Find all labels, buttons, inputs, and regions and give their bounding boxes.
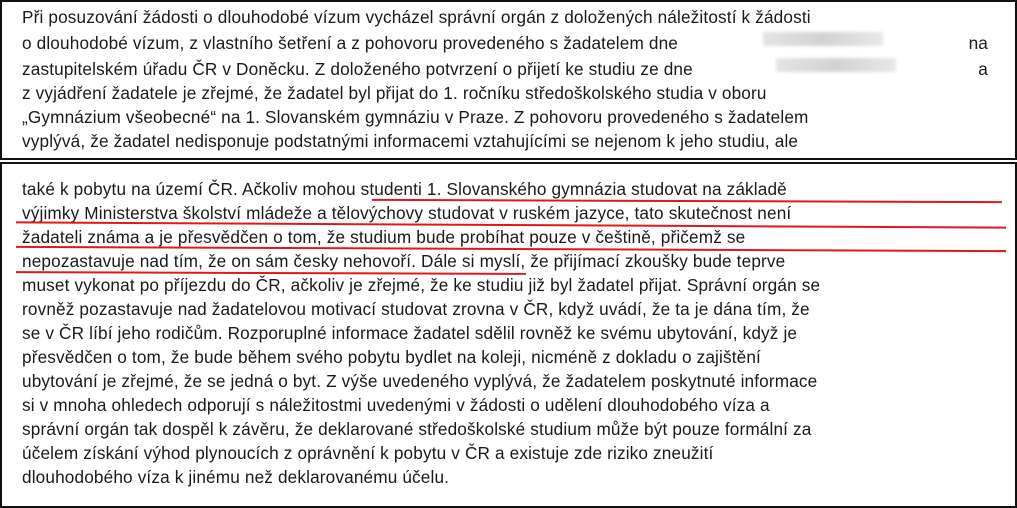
text-line: přesvědčen o tom, že bude během svého pobytu bydlet na koleji, nicméně z dokladu o zajištění <box>22 347 761 367</box>
text-line: ubytování je zřejmé, že se jedná o byt. Z výše uvedeného vyplývá, že žadatelem poskytnuté informace <box>22 371 818 391</box>
redacted-date <box>776 58 896 72</box>
text-line: Při posuzování žádosti o dlouhodobé vízum vycházel správní orgán z doložených náležitostí k žádosti <box>22 7 811 27</box>
text-line: „Gymnázium všeobecné“ na 1. Slovanském gymnáziu v Praze. Z pohovoru provedeného s žadatelem <box>22 107 809 127</box>
text-line: z vyjádření žadatele je zřejmé, že žadatel byl přijat do 1. ročníku středoškolského studia v oboru <box>22 83 767 103</box>
text-line: se v ČR líbí jeho rodičům. Rozporuplné informace žadatel sdělil rovněž ke svému ubytování, když je <box>22 323 798 343</box>
text-line: žadateli známa a je přesvědčen o tom, že studium bude probíhat pouze v češtině, přičemž se <box>22 227 746 247</box>
text-line: si v mnoha ohledech odporují s náležitostmi uvedenými v žádosti o udělení dlouhodobého víza a <box>22 395 770 415</box>
text-line <box>22 58 988 80</box>
text-fragment: na <box>968 33 988 53</box>
text-fragment: zastupitelském úřadu ČR v Doněcku. Z doloženého potvrzení o přijetí ke studiu ze dne <box>22 59 693 79</box>
text-line: nepozastavuje nad tím, že on sám česky nehovoří. Dále si myslí, že přijímací zkoušky bude teprve <box>22 251 786 271</box>
text-line: vyplývá, že žadatel nedisponuje podstatnými informacemi vztahujícími se nejenom k jeho studiu, ale <box>22 131 799 151</box>
redacted-date <box>763 32 883 46</box>
text-fragment: a <box>978 59 988 79</box>
text-line <box>22 32 988 54</box>
document-excerpt-bottom <box>0 162 1017 508</box>
document-excerpt-top <box>0 0 1017 160</box>
text-line: dlouhodobého víza k jinému než deklarovanému účelu. <box>22 467 450 487</box>
text-line: výjimky Ministerstva školství mládeže a tělovýchovy studovat v ruském jazyce, tato skutečnost není <box>22 203 792 223</box>
text-fragment: o dlouhodobé vízum, z vlastního šetření a z pohovoru provedeného s žadatelem dne <box>22 33 678 53</box>
text-line: správní orgán tak dospěl k závěru, že deklarované středoškolské studium může být pouze formální za <box>22 419 812 439</box>
text-line: také k pobytu na území ČR. Ačkoliv mohou studenti 1. Slovanského gymnázia studovat na základě <box>22 179 787 199</box>
text-line: muset vykonat po příjezdu do ČR, ačkoliv je zřejmé, že ke studiu již byl žadatel přijat. Správní orgán se <box>22 275 821 295</box>
text-line: rovněž pozastavuje nad žadatelovou motivací studovat zrovna v ČR, když uvádí, že ta je dána tím, že <box>22 299 810 319</box>
text-line: účelem získání výhod plynoucích z oprávnění k pobytu v ČR a existuje zde riziko zneužití <box>22 443 714 463</box>
